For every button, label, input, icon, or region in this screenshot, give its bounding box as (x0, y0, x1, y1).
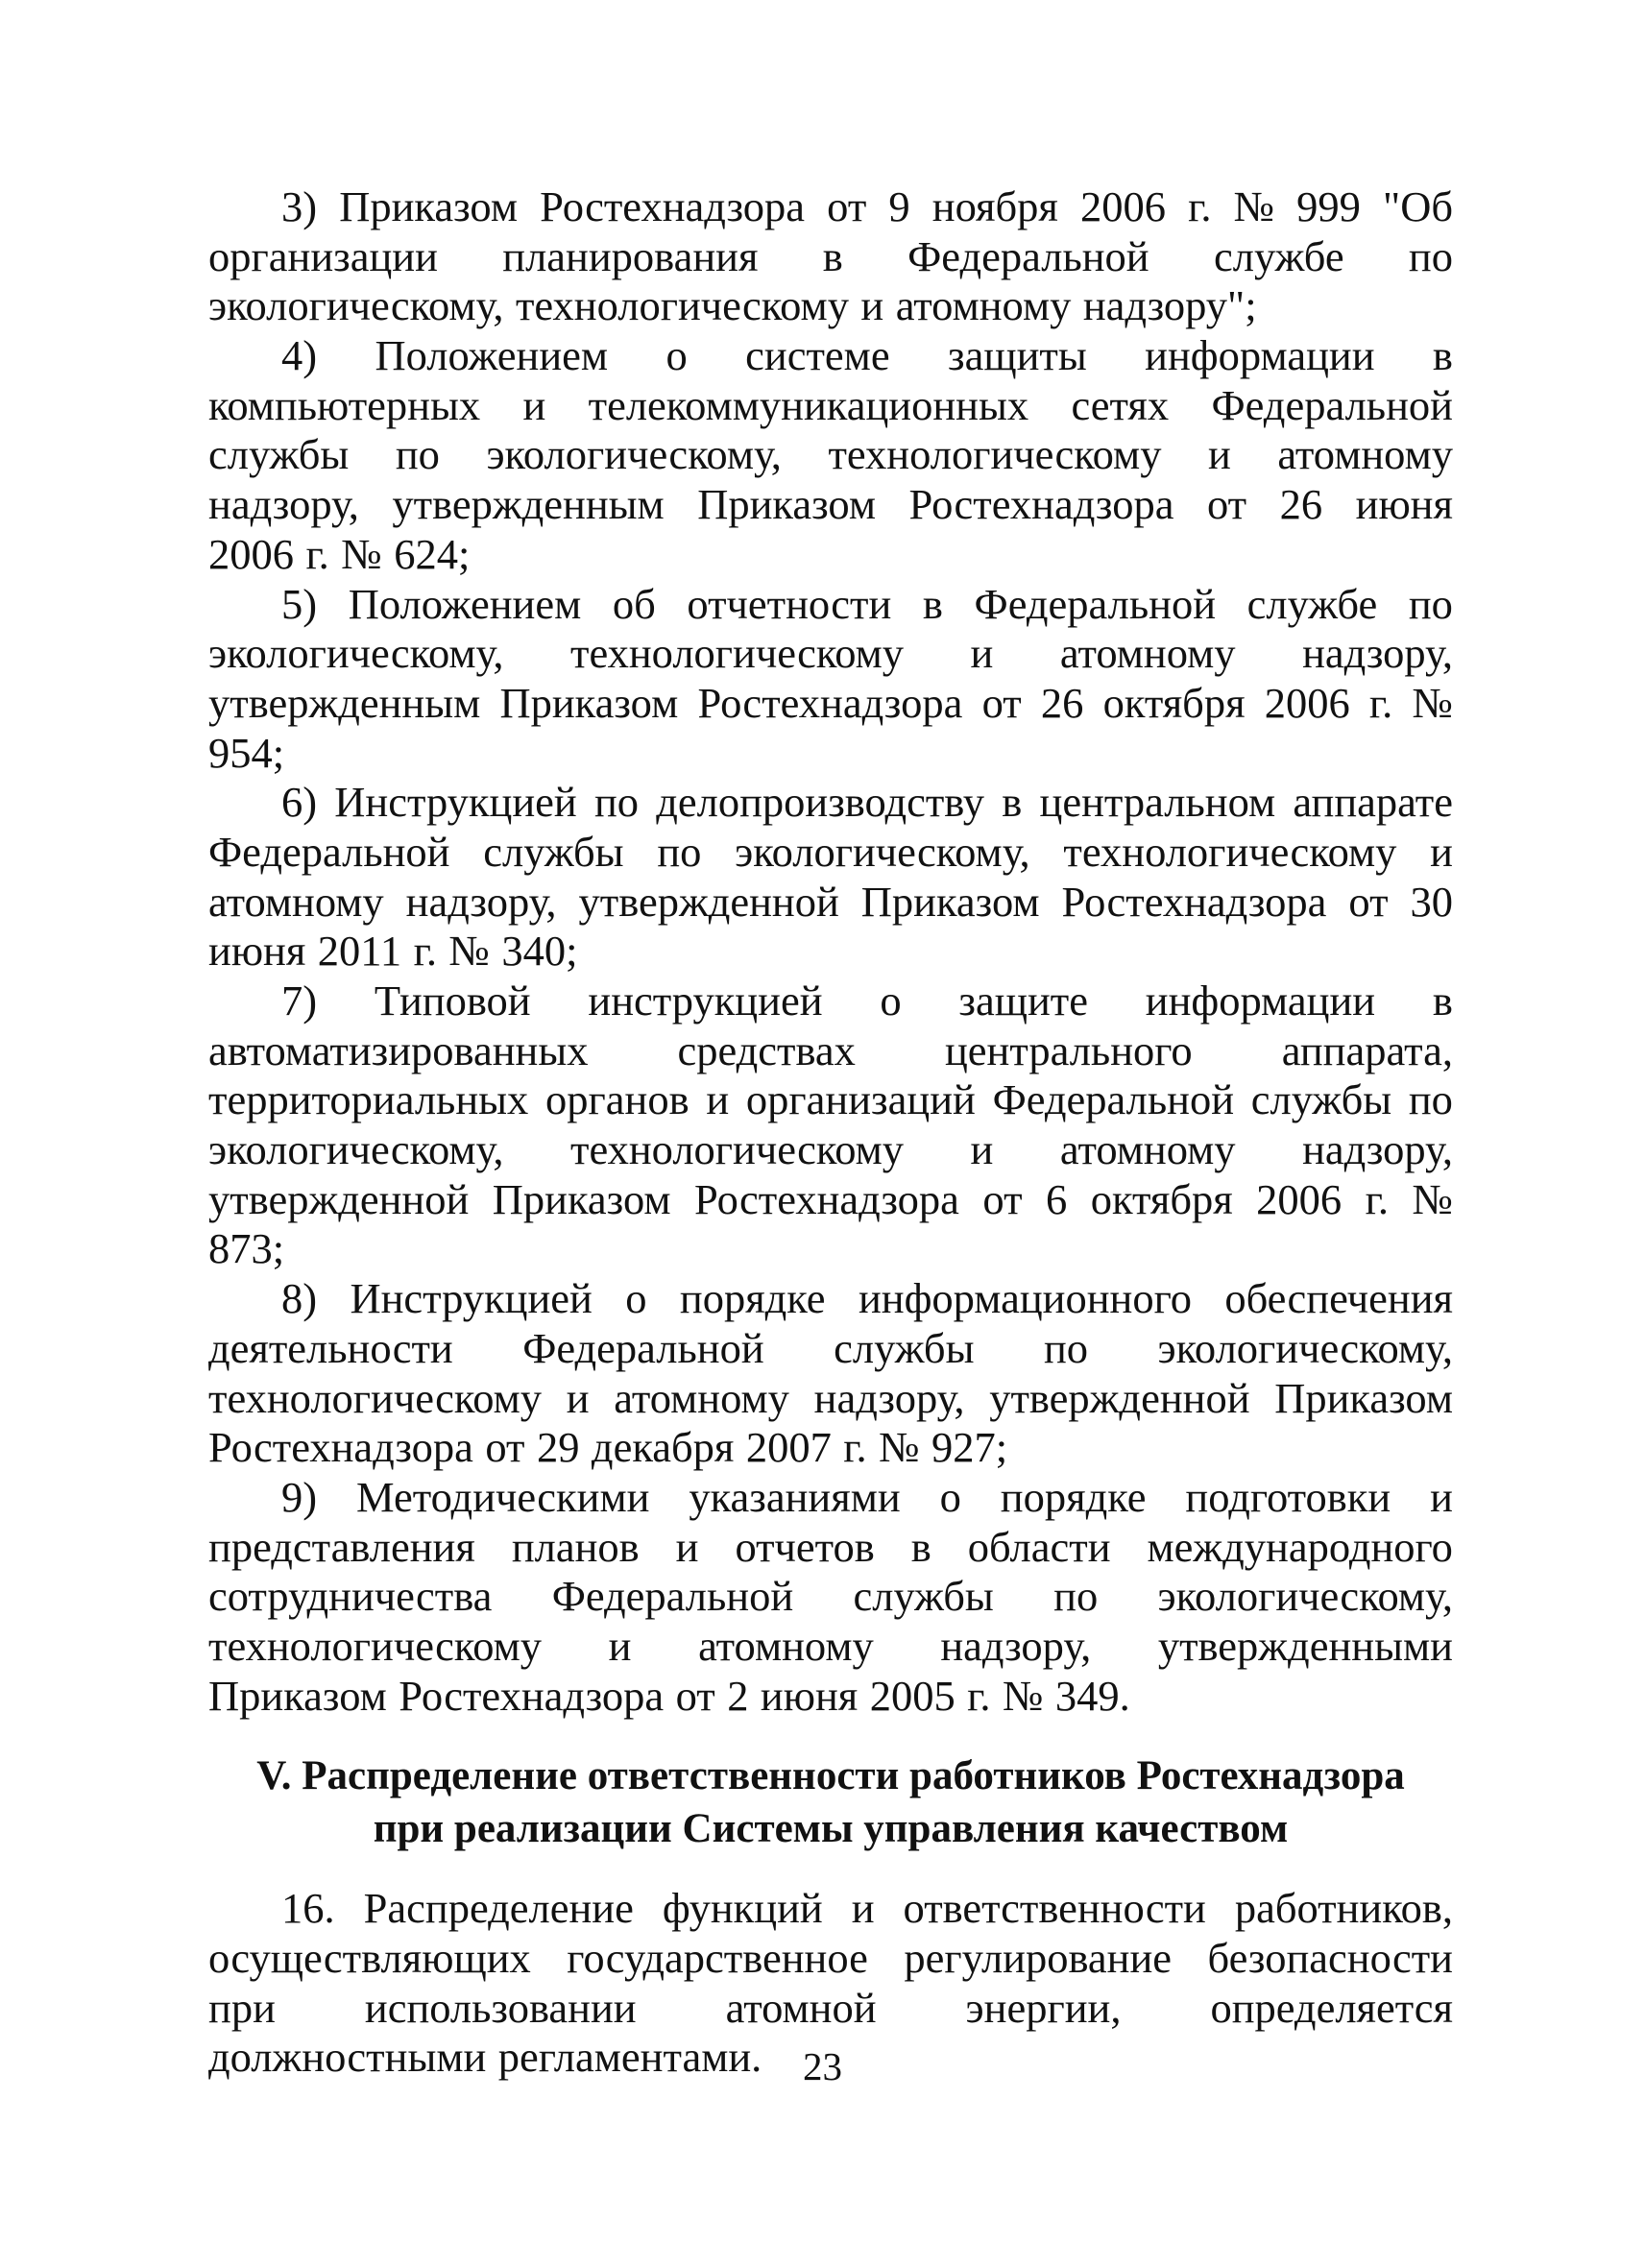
word: надзору, (813, 1373, 965, 1422)
word: безопасности (1207, 1934, 1453, 1982)
word: организаций (745, 1075, 976, 1124)
text-line (208, 1026, 1453, 1076)
word: 2006 (1079, 182, 1166, 230)
word: регламентами. (497, 2033, 762, 2082)
word: технологическому (570, 1125, 905, 1174)
word: по (657, 827, 702, 876)
word: атомному (698, 1621, 874, 1670)
word: от (1206, 480, 1247, 529)
word: Инструкцией (334, 778, 577, 827)
word: 2006 (1256, 1174, 1343, 1223)
word: утвержденным (208, 678, 481, 727)
word: должностными (208, 2033, 487, 2082)
word: 624; (394, 529, 471, 578)
word: 29 (536, 1423, 580, 1472)
word: 6 (1046, 1174, 1068, 1223)
word: Федеральной (1211, 380, 1453, 429)
word: о (625, 1274, 647, 1323)
text-line (208, 679, 1453, 729)
word: надзору"; (1082, 281, 1257, 330)
word: и (860, 281, 884, 330)
word: 9 (888, 182, 910, 230)
word: отчетов (735, 1522, 875, 1571)
word: энергии, (965, 1983, 1122, 2032)
word: организации (208, 231, 438, 280)
text-line (208, 778, 1453, 828)
word: экологическому, (735, 827, 1030, 876)
word: 26 (1279, 480, 1323, 529)
word: определяется (1210, 1983, 1453, 2032)
word: делопроизводству (656, 778, 985, 827)
word: Ростехнадзора (694, 1174, 959, 1223)
text-line (208, 1175, 1453, 1225)
section-heading (208, 1749, 1453, 1855)
text-line (208, 1374, 1453, 1424)
text-line (208, 1572, 1453, 1622)
word: и (566, 1373, 590, 1422)
word: обеспечения (1224, 1274, 1453, 1323)
word: в (922, 579, 943, 628)
word: июня (208, 927, 306, 976)
word: службы (853, 1572, 994, 1621)
word: порядке (679, 1274, 826, 1323)
text-line (208, 580, 1453, 630)
word: в (1002, 778, 1023, 827)
text-line (208, 1324, 1453, 1374)
word: технологическому (208, 1621, 543, 1670)
word: атомному (1277, 430, 1453, 479)
word: атомному (614, 1373, 789, 1422)
word: утвержденной (989, 1373, 1250, 1422)
word: 2011 (317, 927, 402, 976)
word: работников, (1234, 1884, 1453, 1933)
text-line (208, 729, 1453, 779)
word: 999 (1296, 182, 1361, 230)
word: и (522, 380, 546, 429)
word: и (675, 1522, 699, 1571)
word: о (880, 977, 902, 1025)
word: службы (483, 827, 624, 876)
word: № (879, 1423, 920, 1472)
word: в (1432, 331, 1453, 380)
word: Приказом (492, 1174, 671, 1223)
word: 2006 (1264, 678, 1350, 727)
text-line (208, 629, 1453, 679)
word: Федеральной (907, 231, 1149, 280)
word: деятельности (208, 1323, 453, 1372)
word: Типовой (374, 977, 531, 1025)
text-line (208, 1075, 1453, 1125)
word: ответственности (903, 1884, 1206, 1933)
word: 2 (727, 1671, 749, 1720)
word: в (910, 1522, 931, 1571)
word: 7) (281, 977, 318, 1025)
document-page (208, 182, 1453, 2083)
text-line (208, 1622, 1453, 1672)
word: 873; (208, 1224, 285, 1273)
word: представления (208, 1522, 475, 1571)
word: и (1207, 430, 1231, 479)
word: от (675, 1671, 715, 1720)
word: атомному (1059, 629, 1236, 678)
text-line (208, 1672, 1453, 1722)
word: Приказом (499, 678, 679, 727)
text-line (208, 331, 1453, 381)
word: Приказом (208, 1671, 387, 1720)
word: области (967, 1522, 1111, 1571)
word: г. (413, 927, 437, 976)
word: экологическому, (208, 281, 504, 330)
word: и (706, 1075, 730, 1124)
word: 30 (1410, 877, 1453, 926)
word: Распределение (363, 1884, 634, 1933)
word: 2007 (745, 1423, 832, 1472)
word: информации (1145, 977, 1376, 1025)
word: системе (745, 331, 890, 380)
word: надзору, (940, 1621, 1092, 1670)
word: от (1348, 877, 1389, 926)
word: 349. (1054, 1671, 1130, 1720)
word: по (1408, 579, 1453, 628)
word: атомному (895, 281, 1072, 330)
word: подготовки (1185, 1472, 1391, 1521)
word: осуществляющих (208, 1934, 531, 1982)
word: Ростехнадзора (399, 1671, 665, 1720)
word: технологическому (828, 430, 1162, 479)
word: октября (1102, 678, 1246, 727)
word: Ростехнадзора (208, 1423, 473, 1472)
word: г. (967, 1671, 991, 1720)
word: экологическому, (208, 629, 504, 678)
text-line (208, 927, 1453, 977)
text-line (208, 381, 1453, 431)
word: Приказом (1274, 1373, 1453, 1422)
word: службе (1246, 579, 1378, 628)
word: Ростехнадзора (697, 678, 963, 727)
word: декабря (591, 1423, 735, 1472)
word: экологическому, (1157, 1572, 1453, 1621)
word: от (982, 1174, 1023, 1223)
word: и (970, 1125, 994, 1174)
word: о (665, 331, 688, 380)
word: отчетности (687, 579, 892, 628)
word: июня (1355, 480, 1453, 529)
word: "Об (1383, 182, 1453, 230)
word: № (1412, 678, 1453, 727)
word: органов (545, 1075, 689, 1124)
text-line (208, 182, 1453, 232)
word: по (1043, 1323, 1089, 1372)
word: г. (1188, 182, 1212, 230)
text-line (208, 1523, 1453, 1573)
text-line (208, 530, 1453, 580)
word: атомному (208, 877, 384, 926)
word: г. (1368, 678, 1393, 727)
word: Федеральной (551, 1572, 794, 1621)
text-line (208, 281, 1453, 331)
text-line (208, 878, 1453, 928)
word: от (827, 182, 867, 230)
word: 9) (281, 1472, 318, 1521)
word: сотрудничества (208, 1572, 493, 1621)
word: планирования (502, 231, 759, 280)
word: службе (1213, 231, 1344, 280)
text-line (208, 1934, 1453, 1984)
word: Положением (348, 579, 582, 628)
word: Положением (375, 331, 609, 380)
word: утвержденными (1157, 1621, 1453, 1670)
word: по (1053, 1572, 1099, 1621)
word: Приказом (860, 877, 1040, 926)
word: порядке (1000, 1472, 1147, 1521)
word: № (1233, 182, 1275, 230)
word: утвержденной (208, 1174, 470, 1223)
word: от (485, 1423, 525, 1472)
word: от (981, 678, 1022, 727)
word: 2005 (869, 1671, 956, 1720)
word: г. (1365, 1174, 1389, 1223)
text-line (208, 1884, 1453, 1934)
word: Методическими (356, 1472, 650, 1521)
word: 5) (281, 579, 318, 628)
word: о (939, 1472, 961, 1521)
word: ноября (931, 182, 1058, 230)
word: Федеральной (974, 579, 1217, 628)
section-heading-line: при реализации Системы управления качеством (373, 1806, 1289, 1852)
word: г. (843, 1423, 867, 1472)
word: инструкцией (588, 977, 823, 1025)
word: телекоммуникационных (588, 380, 1029, 429)
word: по (395, 430, 440, 479)
word: об (612, 579, 656, 628)
text-line (208, 1274, 1453, 1324)
section-heading-line: V. Распределение ответственности работников Ростехнадзора (256, 1753, 1405, 1799)
text-line (208, 480, 1453, 530)
word: государственное (567, 1934, 868, 1982)
word: по (1408, 1075, 1453, 1124)
page-number: 23 (803, 2044, 842, 2088)
word: Ростехнадзора (1061, 877, 1327, 926)
word: службы (208, 430, 350, 479)
word: международного (1147, 1522, 1453, 1571)
word: указаниями (689, 1472, 901, 1521)
word: атомному (1059, 1125, 1236, 1174)
word: утвержденным (392, 480, 665, 529)
word: 26 (1040, 678, 1084, 727)
word: защите (958, 977, 1088, 1025)
word: Ростехнадзора (540, 182, 806, 230)
word: № (448, 927, 490, 976)
word: компьютерных (208, 380, 481, 429)
word: центрального (944, 1025, 1193, 1074)
word: октября (1090, 1174, 1233, 1223)
word: средствах (677, 1025, 856, 1074)
word: июня (760, 1671, 859, 1720)
word: аппарате (1293, 778, 1453, 827)
word: планов (511, 1522, 640, 1571)
word: технологическому (515, 281, 849, 330)
word: аппарата, (1281, 1025, 1453, 1074)
text-line (208, 1423, 1453, 1473)
word: 3) (281, 182, 318, 230)
word: 4) (281, 331, 318, 380)
word: надзору, (405, 877, 557, 926)
text-line (208, 977, 1453, 1026)
word: информационного (858, 1274, 1192, 1323)
word: экологическому, (486, 430, 782, 479)
word: Ростехнадзора (908, 480, 1174, 529)
word: утвержденной (578, 877, 839, 926)
word: службы (834, 1323, 975, 1372)
word: по (1408, 231, 1453, 280)
word: Приказом (339, 182, 518, 230)
word: надзору, (1302, 629, 1453, 678)
list-paragraphs (208, 182, 1453, 1721)
text-line (208, 828, 1453, 878)
text-line (208, 1125, 1453, 1175)
word: атомной (725, 1983, 877, 2032)
word: регулирование (904, 1934, 1173, 1982)
word: 927; (931, 1423, 1008, 1472)
word: в (1432, 977, 1453, 1025)
word: и (970, 629, 994, 678)
text-line (208, 1224, 1453, 1274)
word: функций (662, 1884, 823, 1933)
word: и (1430, 827, 1453, 876)
word: технологическому (208, 1373, 543, 1422)
word: Приказом (697, 480, 876, 529)
word: надзору, (1302, 1125, 1453, 1174)
word: по (593, 778, 640, 827)
word: экологическому, (208, 1125, 504, 1174)
word: сетях (1071, 380, 1170, 429)
word: 16. (281, 1884, 335, 1933)
word: защиты (948, 331, 1087, 380)
word: г. (305, 529, 329, 578)
word: информации (1145, 331, 1375, 380)
word: Инструкцией (350, 1274, 593, 1323)
word: при (208, 1983, 276, 2032)
word: службы (1250, 1075, 1392, 1124)
word: 954; (208, 728, 285, 777)
word: Федеральной (522, 1323, 764, 1372)
word: надзору, (208, 480, 359, 529)
text-line (208, 1473, 1453, 1523)
word: № (1412, 1174, 1453, 1223)
word: № (341, 529, 382, 578)
word: технологическому (570, 629, 905, 678)
word: Федеральной (992, 1075, 1235, 1124)
word: использовании (364, 1983, 637, 2032)
word: Федеральной (208, 827, 450, 876)
text-line (208, 232, 1453, 282)
text-line (208, 1984, 1453, 2034)
word: экологическому, (1157, 1323, 1453, 1372)
word: № (1002, 1671, 1044, 1720)
word: и (1430, 1472, 1453, 1521)
word: 2006 (208, 529, 294, 578)
text-line (208, 430, 1453, 480)
word: автоматизированных (208, 1025, 589, 1074)
word: технологическому (1063, 827, 1397, 876)
word: центральном (1039, 778, 1276, 827)
word: 340; (501, 927, 578, 976)
word: и (851, 1884, 875, 1933)
word: 8) (281, 1274, 318, 1323)
word: и (608, 1621, 632, 1670)
word: в (822, 231, 843, 280)
word: территориальных (208, 1075, 529, 1124)
word: 6) (281, 778, 318, 827)
